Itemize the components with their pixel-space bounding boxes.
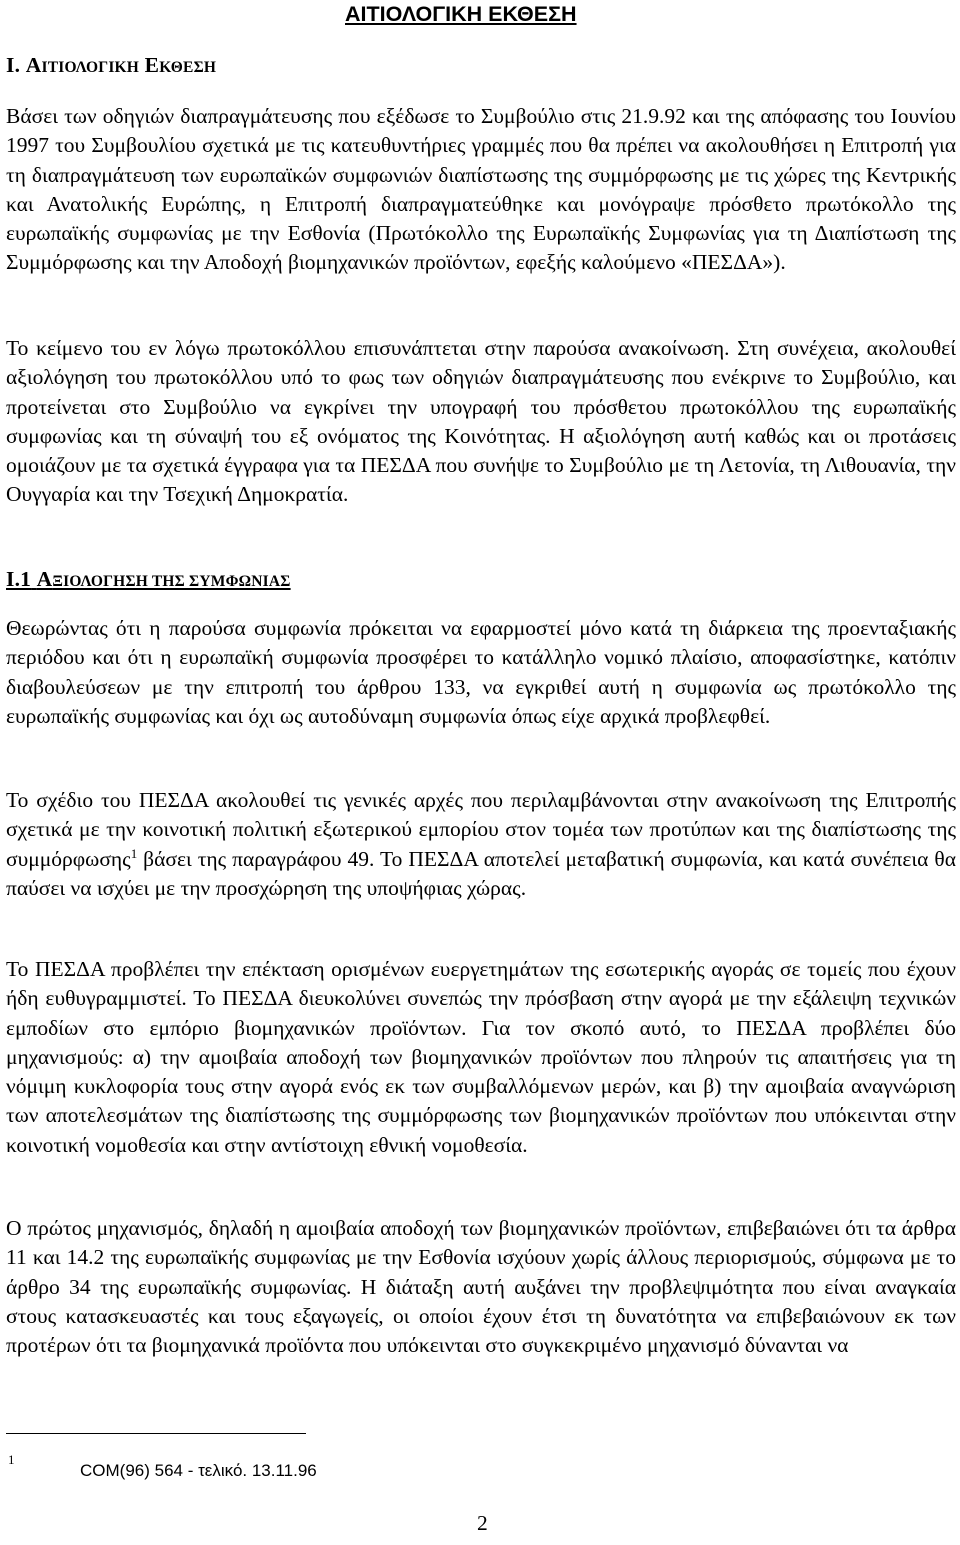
paragraph-draft: Το σχέδιο του ΠΕΣΔΑ ακολουθεί τις γενικές αρχές που περιλαμβάνονται στην ανακοίνωση της Επιτροπής σχετικά με την κοινοτική πολιτική εξωτερικού εμπορίου στον τομέα των προτύπων και της διαπίστωσης της συμμόρφωσης$^1$ βάσει της παραγράφου 49. Το ΠΕΣΔΑ αποτελεί μεταβατική συμφωνία, και κατά συνέπεια θα παύσει να ισχύει με την προσχώρηση της υποψήφιας χώρας.	[6, 788, 956, 900]
paragraph-protocol-text: Το κείμενο του εν λόγω πρωτοκόλλου επισυνάπτεται στην παρούσα ανακοίνωση. Στη συνέχεια, ακολουθεί αξιολόγηση του πρωτοκόλλου υπό το φως των οδηγιών διαπραγμάτευσης που ενέκρινε το Συμβούλιο, και προτείνεται στο Συμβούλιο να εγκρίνει την υπογραφή του πρόσθετου πρωτοκόλλου της ευρωπαϊκής συμφωνίας και τη σύναψή του εξ ονόματος της Κοινότητας. Η αξιολόγηση αυτή καθώς και οι προτάσεις ομοιάζουν με τα σχετικά έγγραφα για τα ΠΕΣΔΑ που συνήψε το Συμβούλιο με τη Λετονία, τη Λιθουανία, την Ουγγαρία και την Τσεχική Δημοκρατία.	[6, 336, 956, 507]
section-heading: I. ΑΙΤΙΟΛΟΓΙΚΗ ΕΚΘΕΣΗ	[6, 53, 217, 77]
footnote-text: COM(96) 564 - τελικό. 13.11.96	[80, 1461, 317, 1480]
report-title: ΑΙΤΙΟΛΟΓΙΚΗ ΕΚΘΕΣΗ	[345, 2, 577, 26]
subsection-heading: I.1 ΑΞΙΟΛΟΓΗΣΗ ΤΗΣ ΣΥΜΦΩΝΙΑΣ	[6, 567, 291, 591]
footnote-reference: 1	[130, 845, 138, 861]
paragraph-mechanisms: Το ΠΕΣΔΑ προβλέπει την επέκταση ορισμένων ευεργετημάτων της εσωτερικής αγοράς σε τομείς που έχουν ήδη ευθυγραμμιστεί. Το ΠΕΣΔΑ διευκολύνει συνεπώς την πρόσβαση στην αγορά με την εξάλειψη τεχνικών εμποδίων στο εμπόριο βιομηχανικών προϊόντων. Για τον σκοπό αυτό, το ΠΕΣΔΑ προβλέπει δύο μηχανισμούς: α) την αμοιβαία αποδοχή των βιομηχανικών προϊόντων που πληρούν τις απαιτήσεις για τη νόμιμη κυκλοφορία τους στην αγορά ενός εκ των συμβαλλόμενων μερών, και β) την αμοιβαία αναγνώριση των αποτελεσμάτων της διαπίστωσης της συμμόρφωσης των βιομηχανικών προϊόντων που υπόκεινται στην κοινοτική νομοθεσία και στην αντίστοιχη εθνική νομοθεσία.	[6, 957, 956, 1157]
footnote-mark: 1	[8, 1452, 15, 1467]
paragraph-intro: Βάσει των οδηγιών διαπραγμάτευσης που εξέδωσε το Συμβούλιο στις 21.9.92 και της απόφασης του Ιουνίου 1997 του Συμβουλίου σχετικά με τις κατευθυντήριες γραμμές που θα πρέπει να ακολουθήσει η Επιτροπή για τη διαπραγμάτευση των ευρωπαϊκών συμφωνιών διαπίστωσης της συμμόρφωσης με τις χώρες της Κεντρικής και Ανατολικής Ευρώπης, η Επιτροπή διαπραγματεύθηκε και μονόγραψε πρόσθετο πρωτόκολλο της ευρωπαϊκής συμφωνίας με την Εσθονία (Πρωτόκολλο της Ευρωπαϊκής Συμφωνίας για τη Διαπίστωση της Συμμόρφωσης και την Αποδοχή βιομηχανικών προϊόντων, εφεξής καλούμενο «ΠΕΣΔΑ»).	[6, 104, 956, 275]
page-number: 2	[477, 1511, 488, 1535]
paragraph-first-mechanism: Ο πρώτος μηχανισμός, δηλαδή η αμοιβαία αποδοχή των βιομηχανικών προϊόντων, επιβεβαιώνει ότι τα άρθρα 11 και 14.2 της ευρωπαϊκής συμφωνίας με την Εσθονία ισχύουν χωρίς άλλους περιορισμούς, σύμφωνα με το άρθρο 34 της ευρωπαϊκής συμφωνίας. Η διάταξη αυτή αυξάνει την προβλεψιμότητα που είναι αναγκαία στους κατασκευαστές και τους εξαγωγείς, οι οποίοι έχουν έτσι τη δυνατότητα να επιβεβαιώνουν εκ των προτέρων ότι τα βιομηχανικά προϊόντα που υπόκεινται στο συγκεκριμένο μηχανισμό δύνανται να	[6, 1216, 956, 1358]
document-page	[6, 0, 956, 1545]
footnote-divider	[6, 1433, 306, 1434]
paragraph-assessment: Θεωρώντας ότι η παρούσα συμφωνία πρόκειται να εφαρμοστεί μόνο κατά τη διάρκεια της προενταξιακής περιόδου και ότι η ευρωπαϊκή συμφωνία προσφέρει το κατάλληλο νομικό πλαίσιο, αποφασίστηκε, κατόπιν διαβουλεύσεων με την επιτροπή του άρθρου 133, να εγκριθεί αυτή η συμφωνία ως πρωτόκολλο της ευρωπαϊκής συμφωνίας και όχι ως αυτοδύναμη συμφωνία όπως είχε αρχικά προβλεφθεί.	[6, 616, 956, 728]
